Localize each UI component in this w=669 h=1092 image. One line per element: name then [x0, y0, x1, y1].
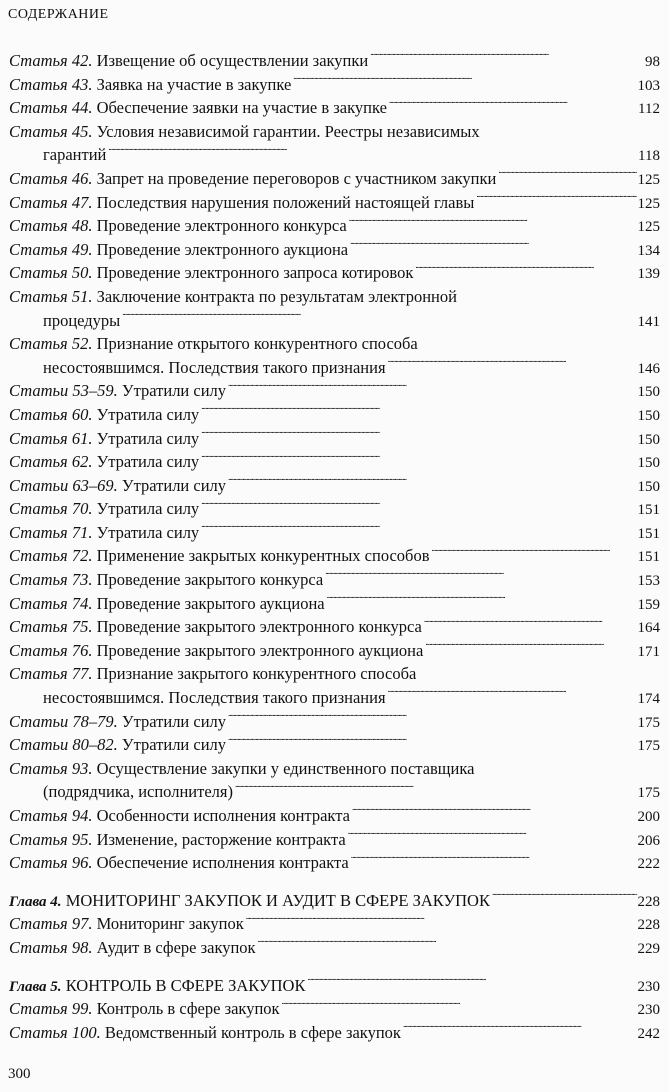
article-label: Статья 99.	[9, 999, 93, 1019]
article-label: Статья 61.	[9, 428, 93, 448]
toc-entry[interactable]	[9, 804, 660, 828]
toc-line	[9, 710, 660, 734]
page-header: СОДЕРЖАНИЕ	[8, 7, 109, 22]
toc-line	[9, 521, 660, 545]
dot-leader	[348, 831, 637, 845]
entry-title: Изменение, расторжение контракта	[96, 829, 346, 849]
toc-line	[9, 450, 660, 474]
page-ref: 174	[637, 691, 660, 708]
toc-line	[9, 592, 660, 616]
entry-title: Утратила силу	[96, 404, 200, 424]
toc-line	[9, 780, 660, 804]
article-label: Статья 50.	[9, 263, 93, 283]
page-ref: 150	[637, 455, 660, 472]
toc-entry[interactable]	[9, 757, 660, 804]
toc-line	[9, 285, 660, 309]
dot-leader	[293, 76, 636, 90]
article-label: Статья 97.	[9, 914, 93, 934]
toc-entry[interactable]	[9, 427, 660, 451]
entry-title: Обеспечение заявки на участие в закупке	[96, 98, 387, 118]
toc-entry[interactable]	[9, 936, 660, 960]
toc-entry[interactable]	[9, 733, 660, 757]
entry-title: Обеспечение исполнения контракта	[96, 853, 349, 873]
toc-entry[interactable]	[9, 120, 660, 167]
toc-chapter-entry[interactable]	[9, 889, 660, 913]
toc-line	[9, 73, 660, 97]
article-label: Статья 42.	[9, 51, 93, 70]
toc-entry[interactable]	[9, 828, 660, 852]
toc-entry[interactable]	[9, 615, 660, 639]
toc-line	[9, 497, 660, 521]
dot-leader	[258, 939, 637, 953]
article-label: Статья 49.	[9, 239, 93, 259]
toc-chapter-entry[interactable]	[9, 974, 660, 998]
entry-title: Утратила силу	[96, 428, 200, 448]
toc-entry[interactable]	[9, 912, 660, 936]
dot-leader	[122, 312, 636, 326]
chapter-gap	[9, 875, 660, 889]
page-ref: 230	[637, 1002, 660, 1019]
dot-leader	[352, 807, 637, 821]
entry-title: Извещение об осуществлении закупки	[96, 51, 369, 70]
article-label: Статья 44.	[9, 98, 93, 118]
toc-line	[9, 804, 660, 828]
article-label: Статьи 63–69.	[9, 475, 118, 495]
article-label: Статья 73.	[9, 570, 93, 590]
article-label: Статья 94.	[9, 806, 93, 825]
page-ref: 150	[637, 478, 660, 495]
page-ref: 151	[637, 525, 660, 542]
toc-entry[interactable]	[9, 191, 660, 215]
dot-leader	[492, 892, 637, 906]
toc-line	[9, 997, 660, 1021]
toc-entry[interactable]	[9, 1021, 660, 1045]
dot-leader	[307, 977, 636, 991]
article-label: Статья 77.	[9, 664, 93, 684]
article-label: Статья 71.	[9, 522, 93, 542]
page-ref: 164	[637, 620, 660, 637]
entry-title: Проведение закрытого электронного конкурса	[96, 617, 422, 637]
toc-line	[9, 889, 660, 913]
toc-line	[9, 662, 660, 686]
toc-line	[9, 214, 660, 238]
page-ref: 228	[637, 893, 660, 910]
toc-line	[9, 49, 660, 73]
toc-entry[interactable]	[9, 592, 660, 616]
toc-entry[interactable]	[9, 332, 660, 379]
article-label: Статьи 78–79.	[9, 711, 118, 731]
toc-entry[interactable]	[9, 521, 660, 545]
entry-title: Утратила силу	[96, 452, 200, 472]
chapter-gap	[9, 960, 660, 974]
entry-title: Утратили силу	[121, 735, 227, 755]
page-ref: 151	[637, 502, 660, 519]
toc-entry[interactable]	[9, 450, 660, 474]
entry-title: МОНИТОРИНГ ЗАКУПОК И АУДИТ В СФЕРЕ ЗАКУПОК	[65, 890, 490, 910]
dot-leader	[325, 571, 636, 585]
toc-entry[interactable]	[9, 96, 660, 120]
toc-line	[9, 828, 660, 852]
entry-title: Проведение электронного аукциона	[96, 239, 349, 259]
toc-entry[interactable]	[9, 403, 660, 427]
toc-line	[9, 615, 660, 639]
toc-line	[9, 936, 660, 960]
page-ref: 175	[637, 785, 660, 802]
toc-entry[interactable]	[9, 379, 660, 403]
page-ref: 159	[637, 596, 660, 613]
entry-title: Проведение электронного запроса котировок	[96, 263, 414, 283]
toc-line	[9, 686, 660, 710]
toc-line	[9, 912, 660, 936]
entry-title: Контроль в сфере закупок	[96, 999, 280, 1019]
article-label: Статья 43.	[9, 74, 93, 94]
page-ref: 146	[637, 360, 660, 377]
toc-line	[9, 757, 660, 781]
toc-line	[9, 356, 660, 380]
article-label: Статья 45.	[9, 121, 93, 141]
toc-entry[interactable]	[9, 544, 660, 568]
dot-leader	[201, 524, 636, 538]
page-ref: 125	[637, 171, 660, 188]
entry-title: Осуществление закупки у единственного поставщика	[96, 758, 475, 778]
entry-title: гарантий	[43, 145, 107, 165]
page-ref: 125	[637, 219, 660, 236]
toc-entry[interactable]	[9, 214, 660, 238]
article-label: Статья 75.	[9, 617, 93, 637]
dot-leader	[228, 713, 636, 727]
dot-leader	[349, 217, 637, 231]
entry-title: Мониторинг закупок	[96, 914, 244, 934]
dot-leader	[476, 194, 636, 208]
page-ref: 112	[638, 101, 660, 118]
toc-line	[9, 238, 660, 262]
entry-title: Проведение закрытого аукциона	[96, 593, 325, 613]
dot-leader	[228, 382, 636, 396]
page-ref: 175	[637, 738, 660, 755]
entry-title: КОНТРОЛЬ В СФЕРЕ ЗАКУПОК	[65, 975, 306, 995]
toc-line	[9, 544, 660, 568]
entry-title: Заявка на участие в закупке	[96, 74, 292, 94]
entry-title: Условия независимой гарантии. Реестры независимых	[96, 121, 480, 141]
page-ref: 175	[637, 714, 660, 731]
toc-entry[interactable]	[9, 238, 660, 262]
page-ref: 141	[637, 313, 660, 330]
toc-line	[9, 403, 660, 427]
toc-entry[interactable]	[9, 662, 660, 709]
dot-leader	[498, 170, 636, 184]
page-ref: 98	[645, 54, 660, 70]
entry-title: Утратили силу	[121, 711, 227, 731]
article-label: Статья 62.	[9, 452, 93, 472]
entry-title: Проведение электронного конкурса	[96, 216, 347, 236]
entry-title: несостоявшимся. Последствия такого признания	[43, 357, 386, 377]
entry-title: Признание закрытого конкурентного способа	[96, 664, 417, 684]
dot-leader	[108, 146, 637, 160]
entry-title: Признание открытого конкурентного способа	[96, 334, 418, 354]
page-ref: 171	[637, 643, 660, 660]
page-ref: 125	[637, 195, 660, 212]
toc-entry[interactable]	[9, 851, 660, 875]
entry-title: Особенности исполнения контракта	[96, 806, 350, 825]
entry-title: процедуры	[43, 310, 121, 330]
toc-line	[9, 143, 660, 167]
dot-leader	[201, 430, 636, 444]
chapter-label: Глава 5.	[9, 978, 62, 995]
article-label: Статьи 53–59.	[9, 381, 118, 401]
toc-entry[interactable]	[9, 497, 660, 521]
dot-leader	[246, 915, 637, 929]
dot-leader	[370, 52, 644, 66]
article-label: Статья 48.	[9, 216, 93, 236]
toc-line	[9, 1021, 660, 1045]
entry-title: Утратила силу	[96, 522, 200, 542]
entry-title: Ведомственный контроль в сфере закупок	[104, 1022, 401, 1042]
toc-line	[9, 167, 660, 191]
toc-line	[9, 639, 660, 663]
page-ref: 150	[637, 407, 660, 424]
dot-leader	[432, 547, 637, 561]
toc-line	[9, 332, 660, 356]
page-ref: 153	[637, 573, 660, 590]
toc-entry[interactable]	[9, 167, 660, 191]
page-ref: 200	[637, 809, 660, 825]
page-ref: 242	[637, 1025, 660, 1042]
toc-line	[9, 261, 660, 285]
dot-leader	[327, 595, 637, 609]
toc-line	[9, 96, 660, 120]
dot-leader	[389, 99, 637, 113]
entry-title: несостоявшимся. Последствия такого признания	[43, 688, 386, 708]
dot-leader	[235, 783, 637, 797]
article-label: Статьи 80–82.	[9, 735, 118, 755]
toc-entry[interactable]	[9, 997, 660, 1021]
page-ref: 134	[637, 242, 660, 259]
dot-leader	[351, 854, 637, 868]
entry-title: Утратили силу	[121, 381, 227, 401]
dot-leader	[388, 359, 637, 373]
article-label: Статья 47.	[9, 192, 93, 212]
chapter-label: Глава 4.	[9, 893, 62, 910]
entry-title: Аудит в сфере закупок	[96, 937, 256, 957]
entry-title: Запрет на проведение переговоров с участником закупки	[96, 168, 497, 188]
article-label: Статья 72.	[9, 546, 93, 566]
article-label: Статья 46.	[9, 168, 93, 188]
entry-title: (подрядчика, исполнителя)	[43, 782, 233, 802]
toc-line	[9, 974, 660, 998]
dot-leader	[415, 264, 636, 278]
article-label: Статья 74.	[9, 593, 93, 613]
page-ref: 230	[637, 978, 660, 995]
toc-line	[9, 474, 660, 498]
entry-title: Проведение закрытого электронного аукциона	[96, 640, 424, 660]
toc-entry[interactable]	[9, 474, 660, 498]
dot-leader	[228, 477, 636, 491]
page-ref: 118	[638, 148, 660, 165]
dot-leader	[350, 241, 636, 255]
dot-leader	[388, 689, 637, 703]
toc-line	[9, 427, 660, 451]
page-ref: 222	[637, 856, 660, 873]
toc-entry[interactable]	[9, 261, 660, 285]
dot-leader	[201, 500, 636, 514]
toc-entry[interactable]	[9, 568, 660, 592]
toc-line	[9, 191, 660, 215]
article-label: Статья 51.	[9, 286, 93, 306]
article-label: Статья 70.	[9, 499, 93, 519]
toc-entry[interactable]	[9, 285, 660, 332]
entry-title: Применение закрытых конкурентных способов	[96, 546, 430, 566]
toc-line	[9, 379, 660, 403]
article-label: Статья 76.	[9, 640, 93, 660]
toc-entry[interactable]	[9, 710, 660, 734]
dot-leader	[282, 1000, 637, 1014]
dot-leader	[425, 642, 636, 656]
table-of-contents	[9, 49, 660, 1044]
entry-title: Утратила силу	[96, 499, 200, 519]
dot-leader	[228, 736, 636, 750]
page-ref: 139	[637, 266, 660, 283]
toc-entry[interactable]	[9, 73, 660, 97]
page-number: 300	[8, 1066, 31, 1082]
article-label: Статья 96.	[9, 853, 93, 873]
toc-line	[9, 120, 660, 144]
page-ref: 103	[637, 77, 660, 94]
page-ref: 206	[637, 832, 660, 849]
entry-title: Последствия нарушения положений настоящей главы	[96, 192, 475, 212]
page-ref: 150	[637, 384, 660, 401]
toc-entry[interactable]	[9, 49, 660, 73]
dot-leader	[424, 618, 637, 632]
dot-leader	[201, 453, 636, 467]
entry-title: Заключение контракта по результатам электронной	[96, 286, 457, 306]
page-ref: 151	[637, 549, 660, 566]
article-label: Статья 93.	[9, 758, 93, 778]
dot-leader	[403, 1024, 637, 1038]
entry-title: Утратили силу	[121, 475, 227, 495]
page-ref: 150	[637, 431, 660, 448]
dot-leader	[201, 406, 636, 420]
page-ref: 229	[637, 940, 660, 957]
article-label: Статья 95.	[9, 829, 93, 849]
article-label: Статья 60.	[9, 404, 93, 424]
toc-line	[9, 309, 660, 333]
article-label: Статья 98.	[9, 937, 93, 957]
toc-line	[9, 851, 660, 875]
entry-title: Проведение закрытого конкурса	[96, 570, 324, 590]
toc-line	[9, 733, 660, 757]
article-label: Статья 52.	[9, 334, 93, 354]
article-label: Статья 100.	[9, 1022, 101, 1042]
page-ref: 228	[637, 917, 660, 934]
toc-line	[9, 568, 660, 592]
toc-entry[interactable]	[9, 639, 660, 663]
